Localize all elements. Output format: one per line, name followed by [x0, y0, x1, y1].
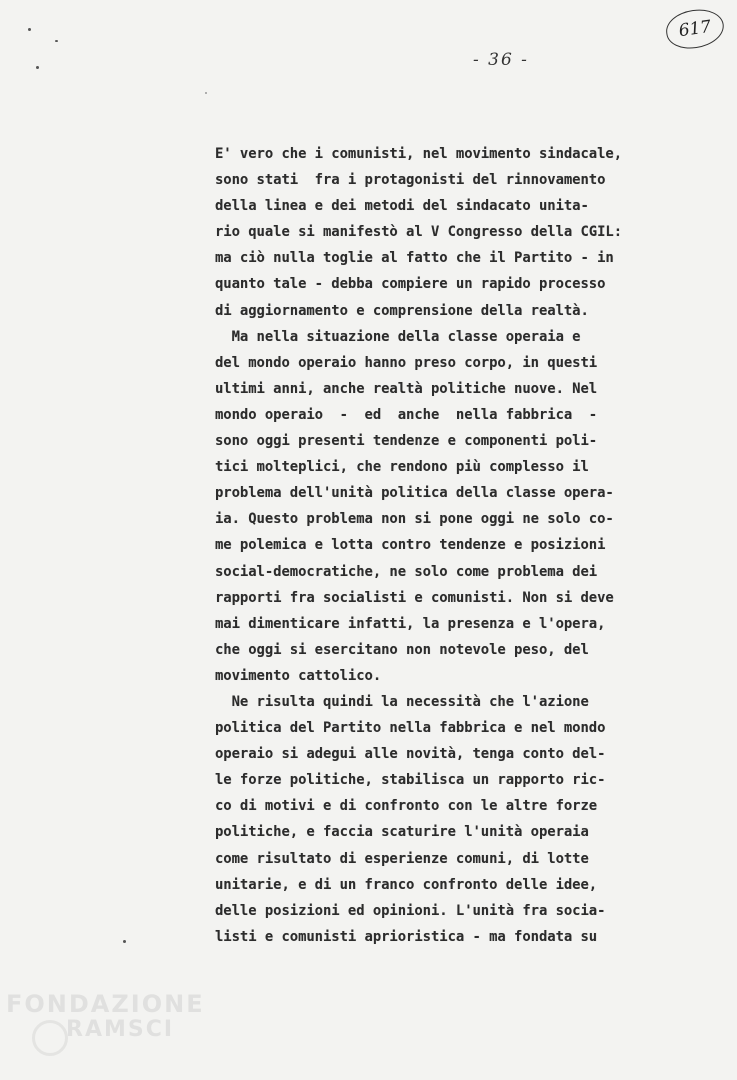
text-line: della linea e dei metodi del sindacato unita-: [215, 198, 589, 215]
text-line: come risultato di esperienze comuni, di lotte: [215, 850, 589, 867]
text-line: E' vero che i comunisti, nel movimento sindacale,: [215, 146, 623, 162]
text-line: co di motivi e di confronto con le altre forze: [215, 798, 598, 815]
watermark-line-2: RAMSCI: [66, 1017, 175, 1042]
text-line: che oggi si esercitano non notevole peso, del: [215, 641, 589, 658]
archive-stamp-number: 617: [677, 16, 713, 42]
text-line: politiche, e faccia scaturire l'unità operaia: [215, 824, 589, 841]
ink-speck: [55, 40, 58, 42]
text-line: listi e comunisti aprioristica - ma fondata su: [215, 928, 598, 945]
text-line: ia. Questo problema non si pone oggi ne solo co-: [215, 511, 614, 528]
page-number: - 36 -: [473, 50, 529, 70]
ink-speck: [123, 940, 126, 943]
text-line: rapporti fra socialisti e comunisti. Non si deve: [215, 589, 614, 606]
ink-speck: [28, 28, 31, 31]
text-line: sono stati fra i protagonisti del rinnovamento: [215, 172, 606, 189]
text-line: le forze politiche, stabilisca un rapporto ric-: [215, 772, 606, 789]
watermark-g-circle-icon: [32, 1020, 68, 1056]
text-line: rio quale si manifestò al V Congresso della CGIL:: [215, 224, 623, 241]
text-line: unitarie, e di un franco confronto delle idee,: [215, 876, 598, 893]
ink-speck: [205, 92, 207, 94]
text-line: ma ciò nulla toglie al fatto che il Partito - in: [215, 250, 614, 267]
text-line: mai dimenticare infatti, la presenza e l'opera,: [215, 615, 606, 632]
text-line: tici molteplici, che rendono più complesso il: [215, 459, 589, 476]
watermark-line-1: FONDAZIONE: [6, 990, 205, 1018]
text-line: delle posizioni ed opinioni. L'unità fra socia-: [215, 902, 606, 919]
text-line: me polemica e lotta contro tendenze e posizioni: [215, 537, 606, 554]
text-line: di aggiornamento e comprensione della realtà.: [215, 302, 589, 319]
text-line: social-democratiche, ne solo come problema dei: [215, 563, 598, 580]
text-line: quanto tale - debba compiere un rapido processo: [215, 276, 606, 293]
text-line: ultimi anni, anche realtà politiche nuove. Nel: [215, 380, 598, 397]
text-line: politica del Partito nella fabbrica e nel mondo: [215, 720, 606, 737]
text-line: mondo operaio - ed anche nella fabbrica -: [215, 406, 598, 423]
watermark-logo: [6, 992, 205, 1042]
text-line: Ma nella situazione della classe operaia e: [215, 328, 581, 345]
archive-stamp: [664, 6, 727, 52]
text-line: sono oggi presenti tendenze e componenti poli-: [215, 433, 598, 450]
ink-speck: [36, 66, 39, 69]
text-line: del mondo operaio hanno preso corpo, in questi: [215, 354, 598, 371]
text-line: operaio si adegui alle novità, tenga conto del-: [215, 746, 606, 763]
text-line: Ne risulta quindi la necessità che l'azione: [215, 693, 589, 710]
body-text: [215, 141, 645, 950]
text-line: problema dell'unità politica della classe opera-: [215, 485, 614, 502]
text-line: movimento cattolico.: [215, 667, 382, 684]
